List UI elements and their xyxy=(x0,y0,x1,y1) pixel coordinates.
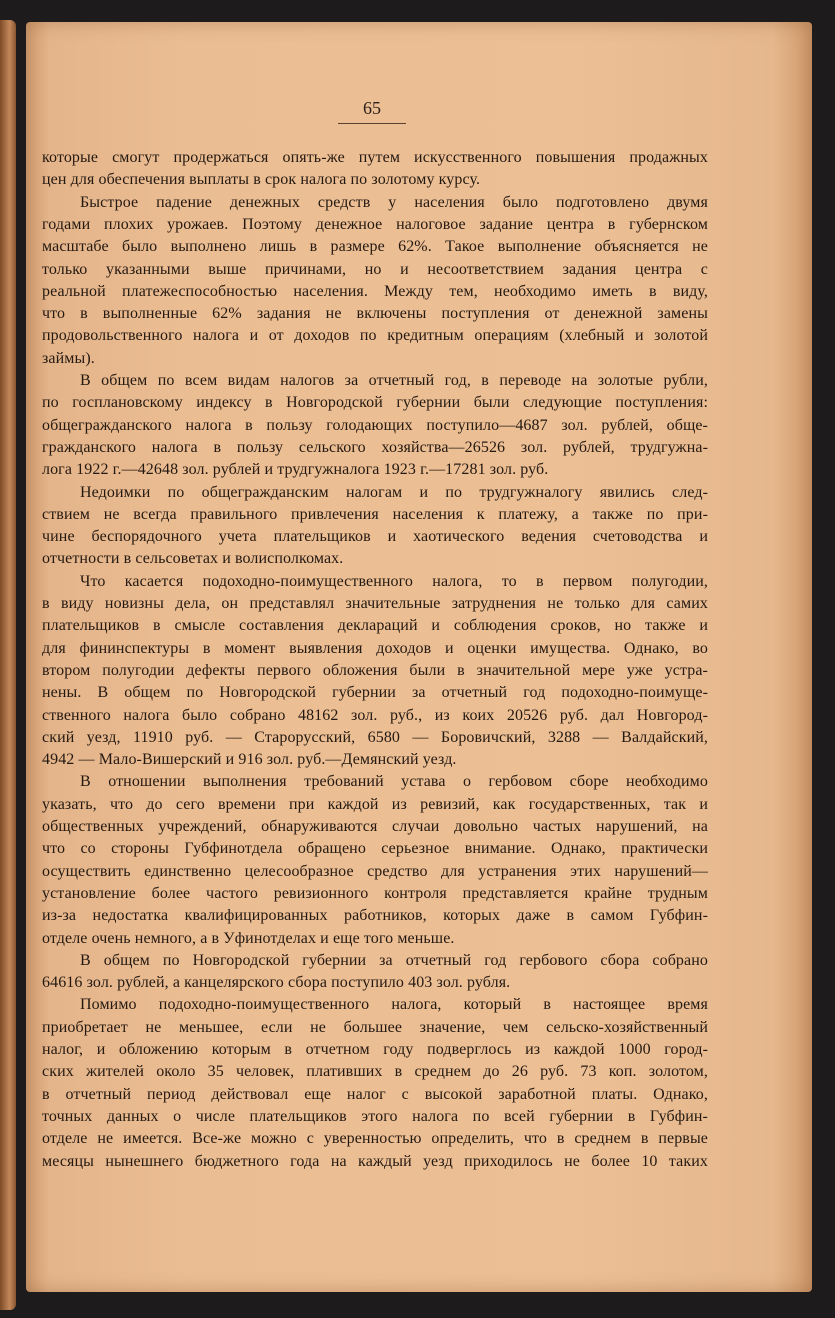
text-line: займы). xyxy=(42,350,95,367)
text-line: общегражданского налога в пользу голодающих поступило—4687 зол. рублей, обще- xyxy=(42,417,708,434)
text-line: Быстрое падение денежных средств у населения было подготовлено двумя xyxy=(80,194,708,211)
text-line: втором полугодии дефекты первого обложения были в значительной мере уже устра- xyxy=(42,662,708,679)
text-line: установление более частого ревизионного контроля представляется крайне трудным xyxy=(42,885,708,902)
text-line: отделе очень немного, а в Уфинотделах и еще того меньше. xyxy=(42,930,455,947)
text-line: отделе не имеется. Все-же можно с уверенностью определить, что в среднем в первые xyxy=(42,1130,708,1147)
text-line: для фининспектуры в момент выявления доходов и оценки имущества. Однако, во xyxy=(42,640,708,657)
text-line: в отчетный период действовал еще налог с высокой заработной платы. Однако, xyxy=(42,1086,708,1103)
text-line: масштабе было выполнено лишь в размере 62%. Такое выполнение объясняется не xyxy=(42,238,708,255)
page-number: 65 xyxy=(363,98,381,118)
text-line: приобретает не меньшее, если не большее значение, чем сельско-хозяйственный xyxy=(42,1019,708,1036)
text-line: осуществить единственно целесообразное средство для устранения этих нарушений— xyxy=(42,863,708,880)
text-line: Помимо подоходно-поимущественного налога, который в настоящее время xyxy=(80,996,708,1013)
text-line: чине беспорядочного учета плательщиков и хаотического ведения счетоводства и xyxy=(42,528,708,545)
text-line: продовольственного налога и от доходов по кредитным операциям (хлебный и золотой xyxy=(42,327,708,344)
text-line: отчетности в сельсоветах и волисполкомах. xyxy=(42,550,344,567)
text-line: по госплановскому индексу в Новгородской губернии были следующие поступления: xyxy=(42,394,708,411)
text-line: 4942 — Мало-Вишерский и 916 зол. руб.—Демянский уезд. xyxy=(42,751,457,768)
text-line: 64616 зол. рублей, а канцелярского сбора поступило 403 зол. рубля. xyxy=(42,974,511,991)
text-line: ственного налога было собрано 48162 зол. руб., из коих 20526 руб. дал Новгород- xyxy=(42,707,708,724)
text-line: Недоимки по общегражданским налогам и по трудгужналогу явились след- xyxy=(80,484,708,501)
text-line: нены. В общем по Новгородской губернии за отчетный год подоходно-поимуще- xyxy=(42,684,708,701)
text-line: точных данных о числе плательщиков этого налога по всей губернии в Губфин- xyxy=(42,1108,708,1125)
text-line: в виду новизны дела, он представлял значительные затруднения не только для самих xyxy=(42,595,708,612)
text-line: годами плохих урожаев. Поэтому денежное налоговое задание центра в губернском xyxy=(42,216,708,233)
text-line: что в выполненные 62% задания не включены поступления от денежной замены xyxy=(42,305,708,322)
text-line: В отношении выполнения требований устава о гербовом сборе необходимо xyxy=(80,773,708,790)
text-line: плательщиков в смысле составления деклараций и соблюдения сроков, но также и xyxy=(42,617,708,634)
text-line: которые смогут продержаться опять-же путем искусственного повышения продажных xyxy=(42,149,708,166)
text-line: что со стороны Губфинотдела обращено серьезное внимание. Однако, практически xyxy=(42,840,708,857)
text-line: налог, и обложению которым в отчетном году подверглось из каждой 1000 город- xyxy=(42,1041,708,1058)
text-line: общественных учреждений, обнаруживаются случаи довольно частых нарушений, на xyxy=(42,818,708,835)
text-line: реальной платежеспособностью населения. Между тем, необходимо иметь в виду, xyxy=(42,283,708,300)
text-line: ствием не всегда правильного привлечения населения к платежу, а также по при- xyxy=(42,506,708,523)
text-line: ский уезд, 11910 руб. — Старорусский, 6580 — Боровичский, 3288 — Валдайский, xyxy=(42,729,708,746)
text-line: ских жителей около 35 человек, плативших в среднем до 26 руб. 73 коп. золотом, xyxy=(42,1063,708,1080)
text-line: Что касается подоходно-поимущественного налога, то в первом полугодии, xyxy=(80,573,708,590)
text-line: из-за недостатка квалифицированных работников, которых даже в самом Губфин- xyxy=(42,907,708,924)
text-line: указать, что до сего времени при каждой из ревизий, как государственных, так и xyxy=(42,796,708,813)
text-line: только указанными выше причинами, но и несоответствием задания центра с xyxy=(42,261,708,278)
page-number-rule xyxy=(338,123,406,124)
previous-page-edge xyxy=(0,20,16,1310)
text-line: В общем по Новгородской губернии за отчетный год гербового сбора собрано xyxy=(80,952,708,969)
text-line: В общем по всем видам налогов за отчетный год, в переводе на золотые рубли, xyxy=(80,372,708,389)
text-line: гражданского налога в пользу сельского хозяйства—26526 зол. рублей, трудгужна- xyxy=(42,439,708,456)
text-line: цен для обеспечения выплаты в срок налога по золотому курсу. xyxy=(42,171,481,188)
text-line: месяцы нынешнего бюджетного года на каждый уезд приходилось не более 10 таких xyxy=(42,1153,708,1170)
text-line: лога 1922 г.—42648 зол. рублей и трудгужналога 1923 г.—17281 зол. руб. xyxy=(42,461,549,478)
